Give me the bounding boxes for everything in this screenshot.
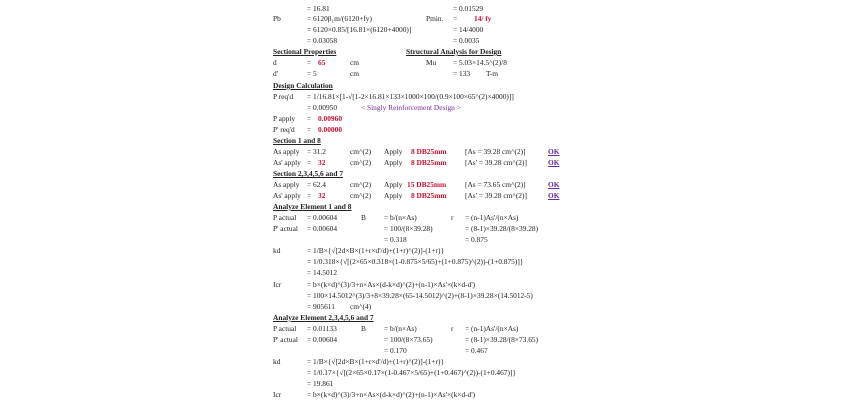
- section-heading: Section 1 and 8: [273, 136, 321, 145]
- b-formula: = b/(n×As): [384, 213, 417, 222]
- r-formula: = (n-1)As'/(n×As): [465, 213, 519, 222]
- r-label: r: [451, 213, 454, 222]
- p-apply-value: 0.00960: [318, 114, 343, 123]
- p-prime-reqd-value: 0.00000: [318, 125, 343, 134]
- r-value: = 0.467: [465, 346, 488, 355]
- icr-label: Icr: [273, 280, 282, 289]
- ok-link[interactable]: OK: [548, 180, 560, 189]
- pb-substitution: = 6120×0.85/[16.81×(6120+4000)]: [307, 25, 412, 34]
- d-eq: =: [307, 58, 312, 67]
- pmin-value: = 0.0035: [453, 36, 480, 45]
- p-prime-actual-value: = 0.00604: [307, 335, 338, 344]
- r-formula: = (n-1)As'/(n×As): [465, 324, 519, 333]
- as-provided: [As = 39.28 cm^(2)]: [465, 147, 526, 156]
- p-apply-label: P apply: [273, 114, 296, 123]
- d-prime-value: = 5: [307, 69, 317, 78]
- ok-link[interactable]: OK: [548, 158, 560, 167]
- d-prime-label: d': [273, 69, 279, 78]
- kd-value: = 19.861: [307, 379, 334, 388]
- sectional-properties-heading: Sectional Properties: [273, 47, 337, 56]
- apply-label: Apply: [384, 158, 403, 167]
- p-reqd-value: = 0.00950: [307, 103, 338, 112]
- p-prime-reqd-eq: =: [307, 125, 312, 134]
- icr-unit: cm^(4): [350, 302, 372, 311]
- as-prime-apply-value: 32: [318, 158, 326, 167]
- kd-formula: = 1/B×{√[2d×B×(1+r×d'/d)+(1+r)^(2)]-(1+r)}: [307, 357, 444, 366]
- as-apply-value: = 31.2: [307, 147, 326, 156]
- pmin-substitution: = 14/4000: [453, 25, 484, 34]
- kd-formula: = 1/B×{√[2d×B×(1+r×d'/d)+(1+r)^(2)]-(1+r)}: [307, 246, 444, 255]
- p-actual-label: P actual: [273, 324, 297, 333]
- as-provided: [As = 73.65 cm^(2)]: [465, 180, 526, 189]
- p-actual-value: = 0.00604: [307, 213, 338, 222]
- as-prime-apply-label: As' apply: [273, 191, 301, 200]
- singly-reinforcement-note: < Singly Reinforcement Design >: [361, 103, 461, 112]
- d-value: 65: [318, 58, 326, 67]
- as-apply-unit: cm^(2): [350, 147, 372, 156]
- b-label: B: [361, 324, 366, 333]
- icr-substitution: = 100×14.5012^(3)/3+8×39.28×(65-14.5012)^(2)+(8-1)×39.28×(14.5012-5): [307, 291, 533, 300]
- bar-selection: 8 DB25mm: [411, 191, 447, 200]
- mu-unit: T-m: [486, 69, 499, 78]
- section-heading: Section 2,3,4,5,6 and 7: [273, 169, 344, 178]
- p-actual-value: = 0.01133: [307, 324, 337, 333]
- bar-selection: 15 DB25mm: [407, 180, 447, 189]
- pmin-eq: =: [453, 14, 458, 23]
- kd-substitution: = 1/0.17×{√[(2×65×0.17×(1-0.467×5/65)+(1+0.467)^(2))-(1+0.467)]}: [307, 368, 516, 377]
- as-apply-label: As apply: [273, 147, 300, 156]
- b-substitution: = 100/(8×39.28): [384, 224, 433, 233]
- apply-label: Apply: [384, 147, 403, 156]
- b-formula: = b/(n×As): [384, 324, 417, 333]
- b-substitution: = 100/(8×73.65): [384, 335, 433, 344]
- apply-label: Apply: [384, 191, 403, 200]
- as-prime-provided: [As' = 39.28 cm^(2)]: [465, 191, 527, 200]
- p-apply-eq: =: [307, 114, 312, 123]
- pb-label: Pb: [273, 14, 281, 23]
- kd-label: kd: [273, 357, 281, 366]
- ok-link[interactable]: OK: [548, 191, 560, 200]
- p-actual-label: P actual: [273, 213, 297, 222]
- bar-selection: 8 DB25mm: [411, 147, 447, 156]
- mu-label: Mu: [426, 58, 437, 67]
- pmax-value: = 0.01529: [453, 4, 484, 13]
- structural-analysis-heading: Structural Analysis for Design: [406, 47, 502, 56]
- kd-label: kd: [273, 246, 281, 255]
- as-prime-apply-label: As' apply: [273, 158, 301, 167]
- as-prime-apply-value: 32: [318, 191, 326, 200]
- d-prime-unit: cm: [350, 69, 360, 78]
- d-unit: cm: [350, 58, 360, 67]
- icr-formula: = b×(k×d)^(3)/3+n×As×(d-k×d)^(2)+(n-1)×As'×(k×d-d'): [307, 280, 476, 289]
- as-prime-apply-unit: cm^(2): [350, 158, 372, 167]
- b-label: B: [361, 213, 366, 222]
- pmin-label: Pmin.: [426, 14, 444, 23]
- kd-value: = 14.5012: [307, 268, 338, 277]
- p-reqd-label: P req'd: [273, 92, 294, 101]
- p-prime-actual-label: P' actual: [273, 224, 298, 233]
- mu-formula: = 5.03×14.5^(2)/8: [453, 58, 507, 67]
- as-prime-apply-eq: =: [307, 191, 312, 200]
- pb-value: = 0.03058: [307, 36, 338, 45]
- b-value: = 0.170: [384, 346, 407, 355]
- bar-selection: 8 DB25mm: [411, 158, 447, 167]
- pb-formula: = 6120β₁m/(6120+fy): [307, 14, 372, 23]
- icr-label: Icr: [273, 390, 282, 399]
- as-prime-apply-eq: =: [307, 158, 312, 167]
- p-prime-reqd-label: P' req'd: [273, 125, 295, 134]
- p-reqd-formula: = 1/16.81×[1-√[1-2×16.81×133×1000×100/(0.9×100×65^(2)×4000)]]: [307, 92, 514, 101]
- apply-label: Apply: [384, 180, 403, 189]
- b-value: = 0.318: [384, 235, 407, 244]
- kd-substitution: = 1/0.318×{√[(2×65×0.318×(1-0.875×5/65)+(1+0.875)^(2))-(1+0.875)]}: [307, 257, 524, 266]
- analyze-element-heading: Analyze Element 2,3,4,5,6 and 7: [273, 313, 374, 322]
- r-substitution: = (8-1)×39.28/(8×73.65): [465, 335, 539, 344]
- m-value: = 16.81: [307, 4, 330, 13]
- analyze-element-heading: Analyze Element 1 and 8: [273, 202, 352, 211]
- r-label: r: [451, 324, 454, 333]
- as-prime-apply-unit: cm^(2): [350, 191, 372, 200]
- p-prime-actual-value: = 0.00604: [307, 224, 338, 233]
- as-apply-value: = 62.4: [307, 180, 326, 189]
- as-apply-label: As apply: [273, 180, 300, 189]
- as-apply-unit: cm^(2): [350, 180, 372, 189]
- ok-link[interactable]: OK: [548, 147, 560, 156]
- r-value: = 0.875: [465, 235, 488, 244]
- mu-value: = 133: [453, 69, 471, 78]
- pmin-formula: 14/ fy: [474, 14, 492, 23]
- icr-value: = 905611: [307, 302, 335, 311]
- as-prime-provided: [As' = 39.28 cm^(2)]: [465, 158, 527, 167]
- r-substitution: = (8-1)×39.28/(8×39.28): [465, 224, 539, 233]
- d-label: d: [273, 58, 277, 67]
- design-calculation-heading: Design Calculation: [273, 81, 333, 90]
- p-prime-actual-label: P' actual: [273, 335, 298, 344]
- icr-formula: = b×(k×d)^(3)/3+n×As×(d-k×d)^(2)+(n-1)×As'×(k×d-d'): [307, 390, 476, 399]
